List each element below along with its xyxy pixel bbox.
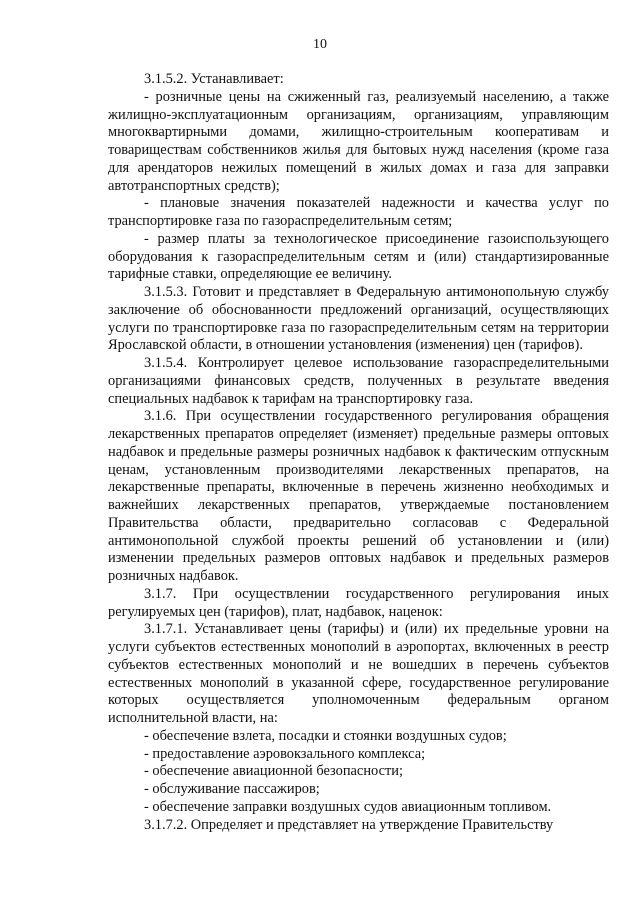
paragraph-3-1-7-1: 3.1.7.1. Устанавливает цены (тарифы) и (или) их предельные уровни на услуги субъектов естественных монополий в аэропортах, включенных в реестр субъектов естественных монополий и не вошедших в перечень субъектов естественных монополий в указанной сфере, государственное регулирование которых осуществляется уполномоченным федеральным органом исполнительной власти, на: <box>108 621 609 726</box>
list-item-aviation-security: - обеспечение авиационной безопасности; <box>144 763 403 780</box>
document-body <box>108 71 609 834</box>
list-item-connection-fee: - размер платы за технологическое присоединение газоиспользующего оборудования к газораспределительным сетям и (или) стандартизированные тарифные ставки, определяющие ее величину. <box>108 230 609 283</box>
list-item-takeoff-landing: - обеспечение взлета, посадки и стоянки воздушных судов; <box>144 727 507 744</box>
page-number: 10 <box>313 37 327 52</box>
paragraph-3-1-7: 3.1.7. При осуществлении государственного регулирования иных регулируемых цен (тарифов), плат, надбавок, наценок: <box>108 585 609 620</box>
paragraph-3-1-5-4: 3.1.5.4. Контролирует целевое использование газораспределительными организациями финансовых средств, полученных в результате введения специальных надбавок к тарифам на транспортировку газа. <box>108 355 609 407</box>
paragraph-3-1-5-3: 3.1.5.3. Готовит и представляет в Федеральную антимонопольную службу заключение об обоснованности предложений организаций, осуществляющих услуги по транспортировке газа по газораспределительным сетям на территории Ярославской области, в отношении установления (изменения) цен (тарифов). <box>108 284 609 354</box>
paragraph-3-1-7-2: 3.1.7.2. Определяет и представляет на утверждение Правительству <box>144 816 554 833</box>
paragraph-3-1-6: 3.1.6. При осуществлении государственного регулирования обращения лекарственных препаратов определяет (изменяет) предельные размеры оптовых надбавок и предельные размеры розничных надбавок к фактическим отпускным ценам, установленным производителями лекарственных препаратов, на лекарственные препараты, включенные в перечень жизненно необходимых и важнейших лекарственных препаратов, утверждаемые постановлением Правительства области, предварительно согласовав с Федеральной антимонопольной службой проекты решений об установлении и (или) изменении предельных размеров оптовых надбавок и предельных размеров розничных надбавок. <box>108 408 609 584</box>
paragraph-3-1-5-2: 3.1.5.2. Устанавливает: <box>144 71 284 87</box>
list-item-terminal-complex: - предоставление аэровокзального комплекса; <box>144 745 426 762</box>
list-item-passenger-service: - обслуживание пассажиров; <box>144 781 320 797</box>
list-item-aircraft-fueling: - обеспечение заправки воздушных судов авиационным топливом. <box>144 798 552 815</box>
list-item-reliability-indicators: - плановые значения показателей надежности и качества услуг по транспортировке газа по газораспределительным сетям; <box>108 195 609 229</box>
list-item-liquefied-gas-prices: - розничные цены на сжиженный газ, реализуемый населению, а также жилищно-эксплуатационным организациям, организациям, управляющим многоквартирными домами, жилищно-строительным кооперативам и товариществам собственников жилья для бытовых нужд населения (кроме газа для арендаторов нежилых помещений в жилых домах и газа для заправки автотранспортных средств); <box>108 88 609 194</box>
